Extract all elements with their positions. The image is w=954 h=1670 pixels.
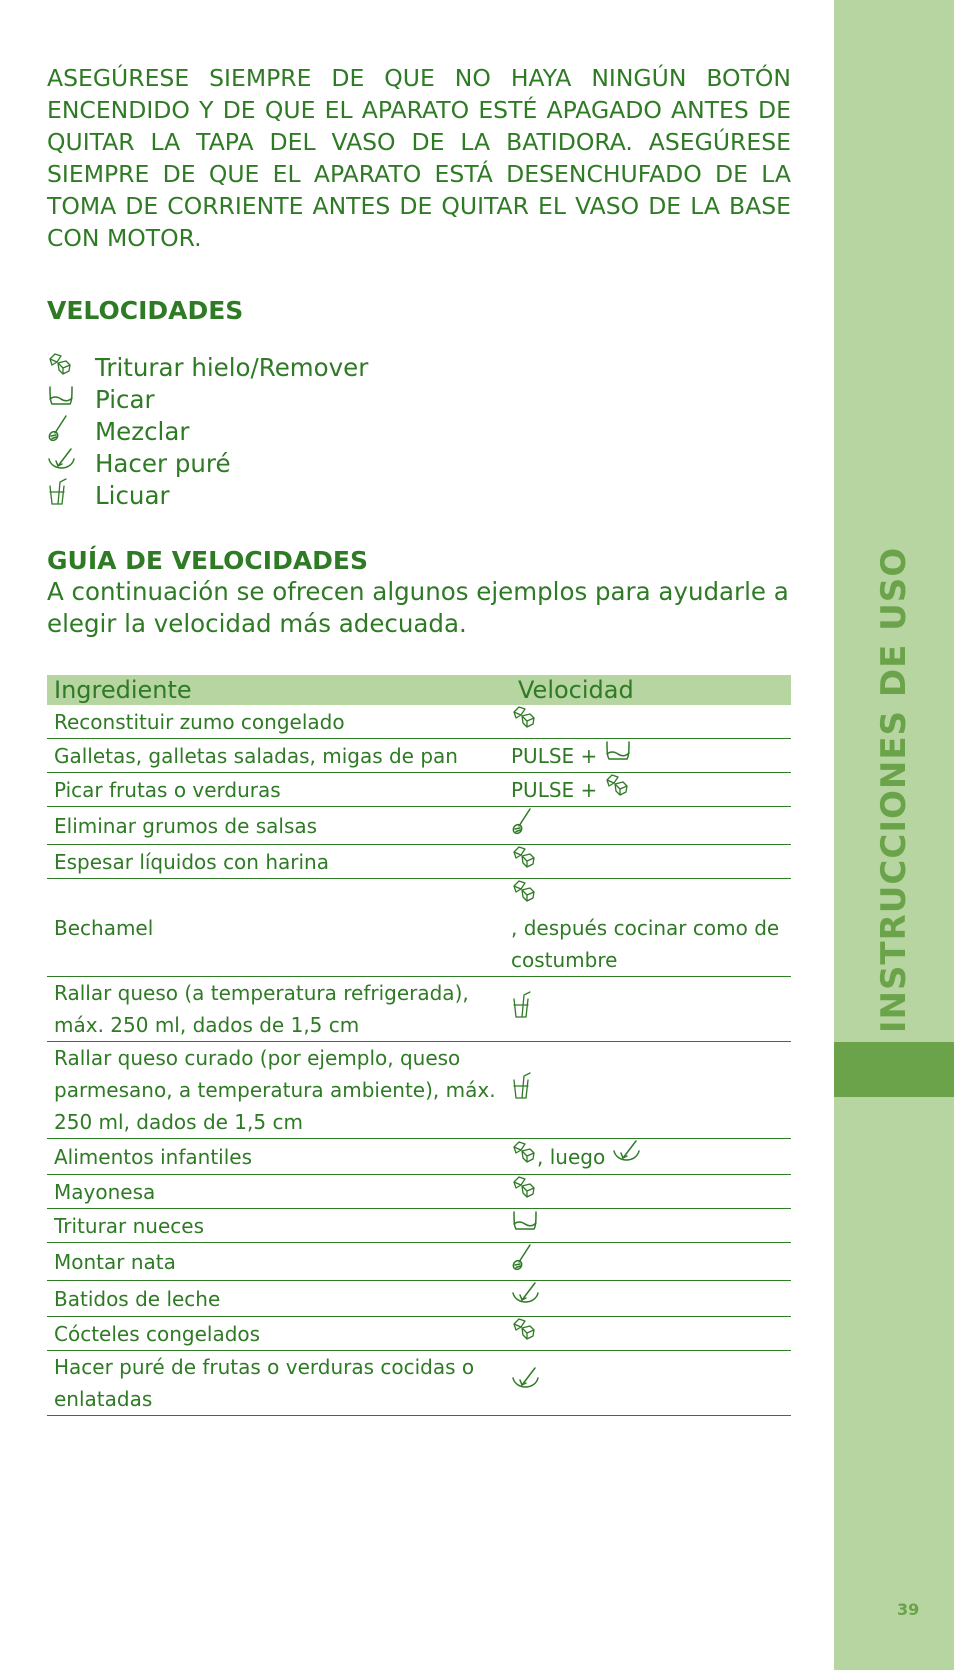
speed-list-item	[47, 415, 368, 447]
speed-text: PULSE +	[511, 743, 604, 768]
table-row	[47, 1139, 791, 1175]
ice-crush-icon	[511, 705, 537, 738]
speed-list-item	[47, 447, 368, 479]
ingredient-cell: Montar nata	[54, 1249, 176, 1274]
speed-cell	[511, 1209, 791, 1242]
ice-crush-icon	[511, 1140, 537, 1173]
ingredient-cell: Hacer puré de frutas o verduras cocidas o enlatadas	[54, 1355, 475, 1411]
speed-cell	[511, 1366, 791, 1401]
speed-cell	[511, 773, 791, 806]
speed-text: , después cocinar como de costumbre	[511, 916, 786, 972]
table-row	[47, 807, 791, 845]
page-number: 39	[897, 1600, 920, 1619]
table-row	[47, 977, 791, 1042]
liquify-icon	[511, 1071, 533, 1110]
ingredient-cell: Eliminar grumos de salsas	[54, 813, 318, 838]
table-row	[47, 1281, 791, 1317]
ingredient-cell: Mayonesa	[54, 1179, 156, 1204]
sidebar	[834, 0, 954, 1670]
puree-icon	[511, 1281, 541, 1316]
table-header	[47, 675, 791, 705]
header-speed: Velocidad	[518, 676, 634, 704]
sidebar-accent-block	[834, 1042, 954, 1097]
speed-cell	[511, 1281, 791, 1316]
speed-label: Hacer puré	[95, 448, 231, 478]
puree-icon	[47, 447, 77, 479]
speed-cell	[511, 705, 791, 738]
speed-cell	[511, 1071, 791, 1110]
speed-cell	[511, 879, 791, 976]
ice-crush-icon	[511, 879, 537, 912]
ingredient-cell: Alimentos infantiles	[54, 1144, 252, 1169]
speed-cell	[511, 1175, 791, 1208]
speed-cell	[511, 845, 791, 878]
ingredient-cell: Batidos de leche	[54, 1286, 221, 1311]
table-row	[47, 879, 791, 977]
table-row	[47, 1317, 791, 1351]
ingredient-cell: Espesar líquidos con harina	[54, 849, 329, 874]
table-row	[47, 1351, 791, 1416]
table-body	[47, 705, 791, 1416]
mix-icon	[511, 1243, 533, 1280]
ingredient-cell: Galletas, galletas saladas, migas de pan	[54, 743, 458, 768]
mix-icon	[47, 414, 69, 448]
header-ingredient: Ingrediente	[54, 676, 192, 704]
table-row	[47, 773, 791, 807]
speed-label: Picar	[95, 384, 155, 414]
speed-label: Licuar	[95, 480, 170, 510]
speed-cell	[511, 1139, 791, 1174]
chop-icon	[511, 1209, 539, 1242]
table-row	[47, 1042, 791, 1139]
speed-cell	[511, 1243, 791, 1280]
puree-icon	[511, 1366, 541, 1401]
speed-list-item	[47, 351, 368, 383]
table-row	[47, 705, 791, 739]
speed-label: Triturar hielo/Remover	[95, 352, 369, 382]
table-row	[47, 739, 791, 773]
speed-cell	[511, 807, 791, 844]
chop-icon	[47, 384, 75, 414]
speed-cell	[511, 990, 791, 1029]
ingredient-cell: Cócteles congelados	[54, 1321, 261, 1346]
mix-icon	[511, 807, 533, 844]
ice-crush-icon	[604, 773, 630, 806]
sidebar-section-title: INSTRUCCIONES DE USO	[874, 546, 914, 1034]
speed-label: Mezclar	[95, 416, 190, 446]
ingredient-cell: Rallar queso (a temperatura refrigerada), máx. 250 ml, dados de 1,5 cm	[54, 981, 469, 1037]
ingredient-cell: Picar frutas o verduras	[54, 777, 281, 802]
ingredient-cell: Reconstituir zumo congelado	[54, 709, 345, 734]
table-row	[47, 1209, 791, 1243]
liquify-icon	[47, 477, 69, 513]
safety-warning: ASEGÚRESE SIEMPRE DE QUE NO HAYA NINGÚN BOTÓN ENCENDIDO Y DE QUE EL APARATO ESTÉ APAGADO ANTES DE QUITAR LA TAPA DEL VASO DE LA BATIDORA. ASEGÚRESE SIEMPRE DE QUE EL APARATO ESTÁ DESENCHUFADO DE LA TOMA DE CORRIENTE ANTES DE QUITAR EL VASO DE LA BASE CON MOTOR.	[47, 64, 791, 252]
chop-icon	[604, 739, 632, 772]
table-row	[47, 1175, 791, 1209]
liquify-icon	[511, 990, 533, 1029]
speed-guide-intro: A continuación se ofrecen algunos ejemplos para ayudarle a elegir la velocidad más adecuada.	[47, 577, 789, 638]
speed-text: PULSE +	[511, 777, 604, 802]
speeds-heading: VELOCIDADES	[47, 296, 244, 325]
speed-cell	[511, 739, 791, 772]
speed-list-item	[47, 383, 368, 415]
ingredient-cell: Rallar queso curado (por ejemplo, queso parmesano, a temperatura ambiente), máx. 250 ml, dados de 1,5 cm	[54, 1046, 496, 1134]
ingredient-cell: Triturar nueces	[54, 1213, 205, 1238]
speed-list-item	[47, 479, 368, 511]
table-row	[47, 1243, 791, 1281]
speed-list	[47, 351, 368, 511]
puree-icon	[612, 1139, 642, 1174]
speed-guide-table	[47, 675, 791, 1416]
speed-text: , luego	[537, 1144, 612, 1169]
ice-crush-icon	[511, 845, 537, 878]
table-row	[47, 845, 791, 879]
ice-crush-icon	[511, 1175, 537, 1208]
ingredient-cell: Bechamel	[54, 915, 154, 940]
speed-cell	[511, 1317, 791, 1350]
ice-crush-icon	[47, 352, 73, 382]
speed-guide-heading: GUÍA DE VELOCIDADES	[47, 546, 369, 575]
ice-crush-icon	[511, 1317, 537, 1350]
